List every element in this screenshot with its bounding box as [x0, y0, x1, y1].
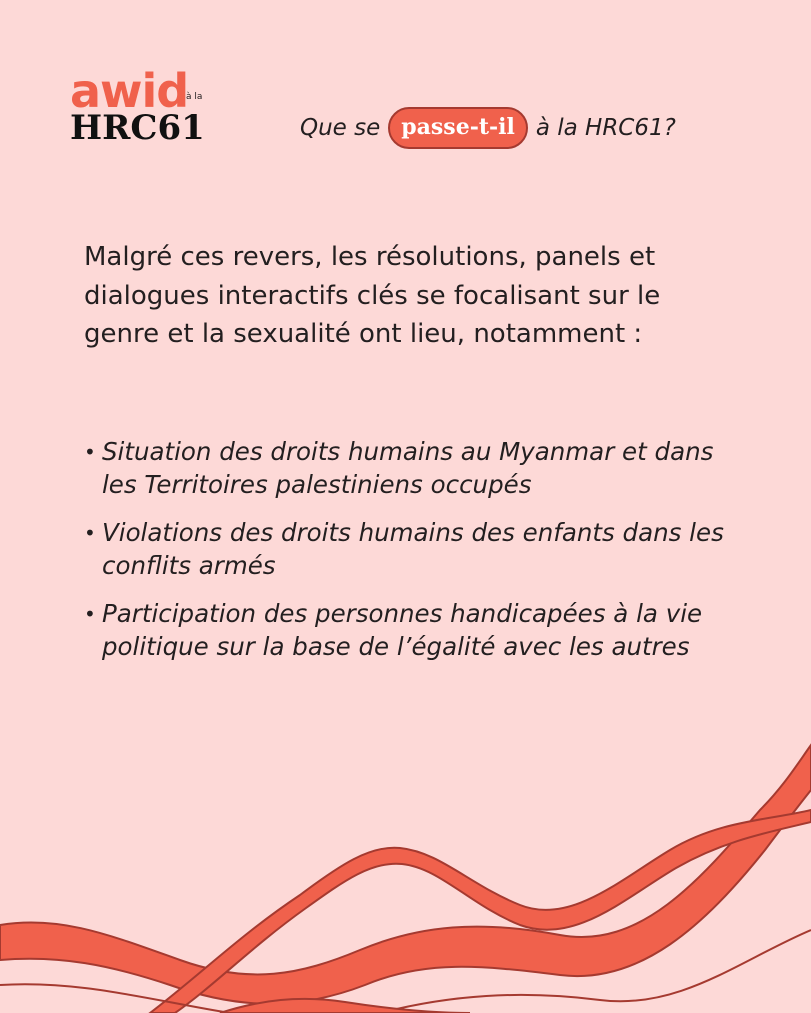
- list-item-text: Participation des personnes handicapées à la vie politique sur la base de l’égalité avec les autres: [102, 599, 703, 661]
- logo-awid-wordmark: awid: [70, 64, 189, 118]
- wave-line-thin: [0, 984, 230, 1013]
- bullet-dot-icon: •: [84, 440, 96, 464]
- wave-band-large: [0, 745, 811, 1004]
- question-start: Que se: [300, 115, 381, 141]
- list-item: [84, 517, 724, 582]
- list-item: [84, 598, 724, 663]
- intro-paragraph: Malgré ces revers, les résolutions, panels et dialogues interactifs clés se focalisant sur le genre et la sexualité ont lieu, notamment :: [84, 242, 661, 349]
- question-highlight-pill: passe-t-il: [388, 107, 528, 149]
- awid-hrc61-logo: [70, 64, 220, 150]
- wave-band-middle: [150, 810, 811, 1013]
- header-question: [300, 104, 676, 152]
- list-item: [84, 436, 724, 501]
- resolution-list: [84, 436, 724, 679]
- logo-hrc61-text: HRC61: [70, 108, 205, 148]
- wave-band-bottom: [220, 999, 470, 1013]
- question-end: à la HRC61?: [535, 115, 676, 141]
- wave-line-thin-right: [380, 930, 811, 1013]
- bullet-dot-icon: •: [84, 602, 96, 626]
- list-item-text: Violations des droits humains des enfants dans les conflits armés: [102, 518, 724, 580]
- bullet-dot-icon: •: [84, 521, 96, 545]
- logo-a-la-text: à la: [186, 92, 203, 102]
- list-item-text: Situation des droits humains au Myanmar et dans les Territoires palestiniens occupés: [102, 437, 714, 499]
